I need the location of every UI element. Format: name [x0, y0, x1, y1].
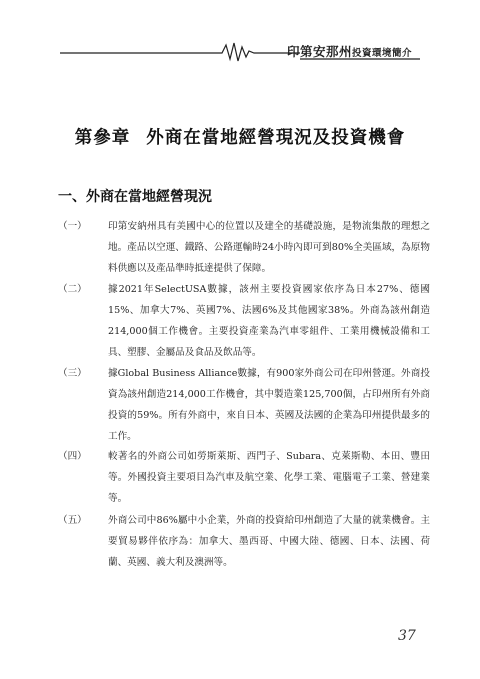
list-item [58, 510, 430, 573]
list-item-text: 據2021年SelectUSA數據，該州主要投資國家依序為日本27%、德國15%、加拿大7%、英國7%、法國6%及其他國家38%。外商為該州創造214,000個工作機會。主要投資產業為汽車零組件、工業用機械設備和工具、塑膠、金屬品及食品及飲品等。 [108, 284, 430, 358]
list-item-number: （五） [58, 515, 87, 526]
running-header [60, 40, 420, 62]
chapter-heading: 外商在當地經營現況及投資機會 [146, 128, 406, 148]
list-item-text: 外商公司中86%屬中小企業，外商的投資給印州創造了大量的就業機會。主要貿易夥伴依序為：加拿大、墨西哥、中國大陸、德國、日本、法國、荷蘭、英國、義大利及澳洲等。 [108, 515, 430, 568]
list-item-number: （四） [58, 451, 87, 462]
page-number: 37 [398, 628, 416, 644]
list-item-number: （三） [58, 368, 87, 379]
list-item-text: 印第安納州具有美國中心的位置以及建全的基礎設施，是物流集散的理想之地。產品以空運、鐵路、公路運輸時24小時內即可到80%全美區域，為原物料供應以及產品準時抵達提供了保障。 [108, 221, 430, 274]
list-item-number: （一） [58, 221, 87, 232]
header-title-main: 印第安那州 [286, 44, 352, 59]
chapter-label: 第參章 [74, 128, 131, 148]
list-item [58, 216, 430, 279]
header-title [287, 42, 412, 60]
list-item [58, 279, 430, 363]
list-item-text: 較著名的外商公司如勞斯萊斯、西門子、Subara、克萊斯勒、本田、豐田等。外國投資主要項目為汽車及航空業、化學工業、電腦電子工業、營建業等。 [108, 451, 430, 504]
chapter-title [0, 124, 480, 149]
list-item [58, 446, 430, 509]
list-item-number: （二） [58, 284, 87, 295]
list-item [58, 363, 430, 447]
header-title-sub: 投資環境簡介 [351, 48, 412, 59]
section-heading: 一、外商在當地經營現況 [58, 189, 212, 205]
list-item-text: 據Global Business Alliance數據，有900家外商公司在印州營運。外商投資為該州創造214,000工作機會，其中製造業125,700個，占印州所有外商投資的59%。所有外商中，來自日本、英國及法國的企業為印州提供最多的工作。 [108, 368, 430, 442]
